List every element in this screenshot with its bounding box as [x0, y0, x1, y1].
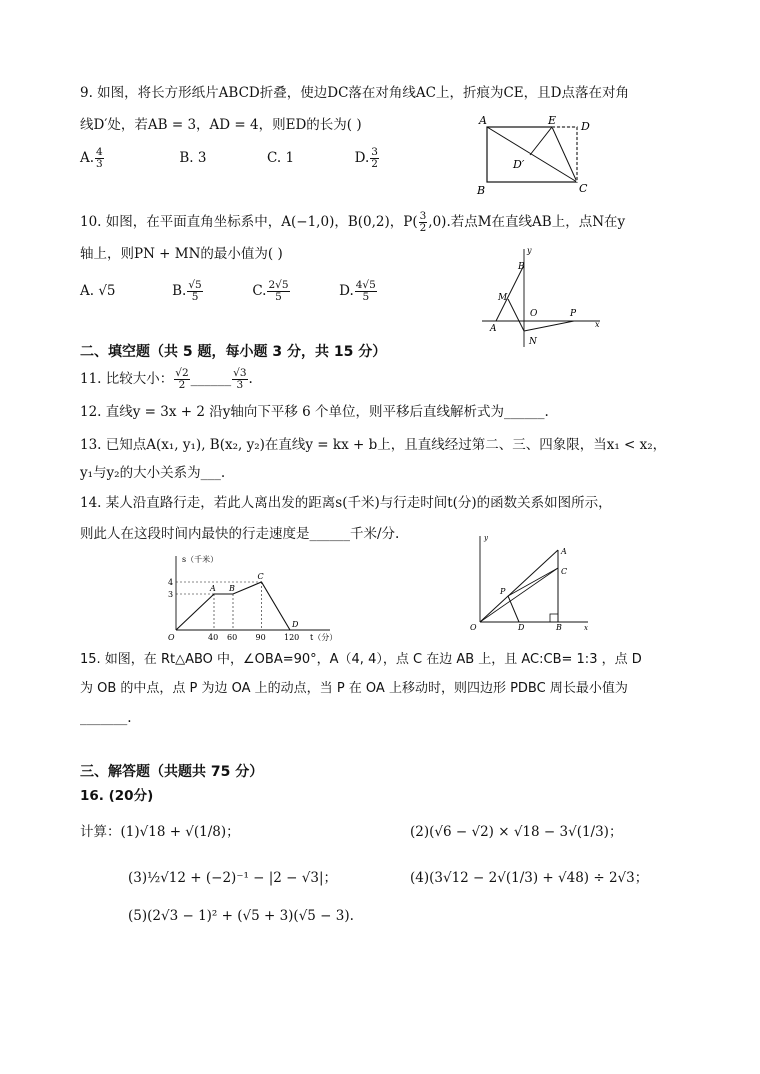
segment-oa [480, 550, 558, 622]
label-c: C [579, 182, 588, 195]
right-angle-mark [550, 614, 558, 622]
q10-options [80, 280, 378, 303]
chart-x-label: t（分） [310, 633, 338, 642]
q16-title: 16. (20分) [80, 788, 154, 804]
label-e: E [548, 114, 557, 127]
q11: 11. 比较大小： $\frac{√2}{2}$ ______ $\frac{√3}{3}$ . [80, 367, 253, 391]
label-p: P [570, 309, 577, 319]
label-y: y [527, 246, 532, 255]
q16-part2: (2)(√6 − √2) × √18 − 3√(1/3)； [410, 824, 623, 840]
segment-pd [508, 596, 519, 622]
label-a: A [479, 114, 487, 127]
q9-rectangle-figure [475, 110, 605, 200]
label-x: x [595, 320, 600, 329]
q9-option-c: C. 1 [267, 150, 295, 166]
q13-line1: 13. 已知点A(x₁, y₁), B(x₂, y₂)在直线y = kx + b上，且直线经过第二、三、四象限，当x₁ < x₂， [80, 437, 667, 453]
segment-ed-prime [530, 127, 552, 155]
q12: 12. 直线y = 3x + 2 沿y轴向下平移 6 个单位，则平移后直线解析式为______. [80, 404, 549, 420]
label-a: A [561, 547, 567, 556]
q9-options [80, 147, 380, 170]
q16-part4: (4)(3√12 − 2√(1/3) + √48) ÷ 2√3； [410, 870, 649, 886]
q10-line2: 轴上，则PN + MN的最小值为( ) [80, 246, 283, 262]
q9-line1: 9. 如图，将长方形纸片ABCD折叠，使边DC落在对角线AC上，折痕为CE，且D点落在对角 [80, 85, 629, 101]
segment-pc [508, 568, 558, 596]
chart-x-tick-label: 90 [255, 633, 266, 642]
segment-np [524, 321, 574, 331]
q14-distance-time-chart [160, 548, 360, 644]
chart-point-label: C [257, 572, 264, 581]
q9-option-d: D. $\frac{3}{2}$ [354, 146, 378, 170]
segment-oc [480, 568, 558, 622]
segment-mn [508, 299, 524, 331]
section-3-heading: 三、解答题（共题共 75 分） [80, 764, 264, 780]
label-d-prime: D′ [513, 158, 525, 171]
label-n: N [529, 337, 537, 347]
chart-y-tick-label: 4 [168, 578, 174, 587]
q14-line1: 14. 某人沿直路行走，若此人离出发的距离s(千米)与行走时间t(分)的函数关系如图所示， [80, 495, 612, 511]
q9-option-b: B. 3 [179, 150, 207, 166]
q9-option-a: A. $\frac{4}{3}$ [80, 146, 103, 170]
q15-line2: 为 OB 的中点，点 P 为边 OA 上的动点，当 P 在 OA 上移动时，则四边形 PDBC 周长最小值为 [80, 681, 628, 696]
chart-origin-label: O [168, 633, 175, 642]
chart-point-label: A [210, 584, 216, 593]
q10-option-a: A. √5 [80, 283, 116, 299]
chart-x-tick-label: 60 [227, 633, 238, 642]
label-d: D [518, 623, 525, 632]
q16-part3: (3)½√12 + (−2)⁻¹ − |2 − √3|； [128, 870, 338, 886]
q15-triangle-figure [458, 530, 598, 640]
label-b: B [518, 262, 525, 272]
q10-option-b: B. $\frac{√5}{5}$ [172, 279, 202, 303]
label-b: B [477, 184, 486, 197]
q10-coordinate-figure [478, 243, 608, 353]
label-o: O [470, 623, 477, 632]
q10-option-d: D. $\frac{4√5}{5}$ [339, 279, 376, 303]
q14-line2: 则此人在这段时间内最快的行走速度是______千米/分. [80, 526, 400, 542]
label-c: C [561, 567, 568, 576]
chart-x-tick-label: 40 [208, 633, 219, 642]
label-b: B [556, 623, 562, 632]
q15-line3: _______. [80, 710, 132, 726]
q16-part5: (5)(2√3 − 1)² + (√5 + 3)(√5 − 3). [128, 908, 354, 924]
diagonal-ac [487, 127, 577, 182]
label-o: O [530, 309, 538, 319]
label-m: M [498, 293, 508, 303]
q15-line1: 15. 如图，在 Rt△ABO 中，∠OBA=90°，A（4, 4），点 C 在边 AB 上，且 AC:CB= 1:3 ，点 D [80, 652, 642, 667]
section-2-heading: 二、填空题（共 5 题，每小题 3 分，共 15 分） [80, 344, 387, 360]
label-y: y [484, 534, 488, 542]
q13-line2: y₁与y₂的大小关系为___. [80, 465, 226, 481]
crease-ce [552, 127, 577, 182]
label-x: x [584, 624, 588, 632]
label-a: A [490, 324, 497, 334]
q10-line1: 10. 如图，在平面直角坐标系中，A(−1,0)，B(0,2)，P( $\frac{3}{2}$ ,0).若点M在直线AB上，点N在y [80, 210, 626, 234]
q9-line2: 线D′处，若AB = 3，AD = 4，则ED的长为( ) [80, 117, 362, 133]
label-p: P [500, 587, 506, 596]
chart-point-label: D [292, 620, 299, 629]
chart-point-label: B [229, 584, 235, 593]
q10-option-c: C. $\frac{2√5}{5}$ [252, 279, 289, 303]
chart-x-tick-label: 120 [284, 633, 300, 642]
chart-y-label: s（千米） [182, 555, 219, 564]
label-d: D [581, 120, 590, 133]
chart-y-tick-label: 3 [168, 590, 174, 599]
q16-part1: 计算：(1)√18 + √(1/8)； [80, 824, 240, 840]
